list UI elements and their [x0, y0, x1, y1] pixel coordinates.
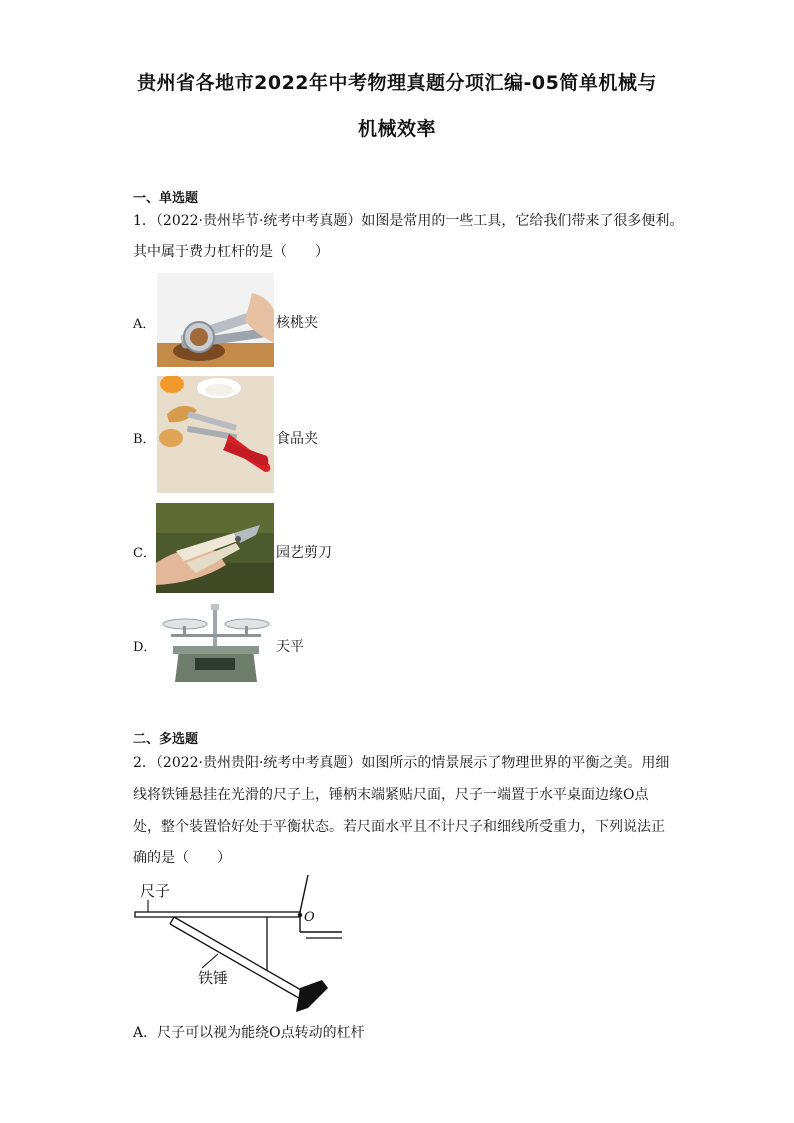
- question2-option-a: A．尺子可以视为能绕O点转动的杠杆: [133, 1025, 365, 1041]
- hammer-handle-top: [174, 917, 308, 994]
- section-heading-multiple-choice: 二、多选题: [133, 732, 199, 747]
- section-heading-single-choice: 一、单选题: [133, 191, 199, 206]
- question2-line1: 2．（2022·贵州贵阳·统考中考真题）如图所示的情景展示了物理世界的平衡之美。用细: [133, 755, 670, 771]
- ruler-shape: [135, 912, 300, 917]
- question1-line1: 1．（2022·贵州毕节·统考中考真题）如图是常用的一些工具，它给我们带来了很多便利。: [133, 213, 684, 229]
- option-d-letter: D．: [133, 640, 157, 655]
- option-b-letter: B．: [133, 432, 156, 447]
- hammer-head: [296, 980, 328, 1012]
- question1-line2: 其中属于费力杠杆的是（ ）: [133, 244, 329, 260]
- ruler-hammer-diagram: [130, 872, 345, 1017]
- option-a-letter: A．: [133, 317, 156, 332]
- ruler-label: 尺子: [140, 882, 171, 900]
- hammer-label-leader: [202, 954, 218, 968]
- option-b-label: 食品夹: [276, 431, 318, 447]
- hammer-handle-end: [170, 917, 174, 924]
- balance-scale-photo: [157, 602, 274, 686]
- hammer-handle-bottom: [170, 924, 304, 1001]
- question2-line3: 处，整个装置恰好处于平衡状态。若尺面水平且不计尺子和细线所受重力，下列说法正: [133, 819, 665, 835]
- question2-line4: 确的是（ ）: [133, 850, 231, 866]
- garden-shears-photo: [156, 503, 274, 593]
- table-edge-line: [300, 875, 308, 912]
- option-c-letter: C．: [133, 546, 156, 561]
- option-c-label: 园艺剪刀: [276, 545, 332, 561]
- option-a-label: 核桃夹: [276, 315, 318, 331]
- point-o-label: O: [304, 910, 315, 925]
- document-title-line1: 贵州省各地市2022年中考物理真题分项汇编-05简单机械与: [137, 72, 657, 94]
- hammer-label: 铁锤: [198, 969, 229, 987]
- food-tongs-photo: [157, 376, 274, 493]
- document-title-line2: 机械效率: [357, 118, 436, 140]
- walnut-cracker-photo: [157, 273, 274, 367]
- question2-line2: 线将铁锤悬挂在光滑的尺子上，锤柄末端紧贴尺面，尺子一端置于水平桌面边缘O点: [133, 787, 649, 803]
- option-d-label: 天平: [276, 639, 304, 655]
- pivot-point-o: [298, 913, 302, 917]
